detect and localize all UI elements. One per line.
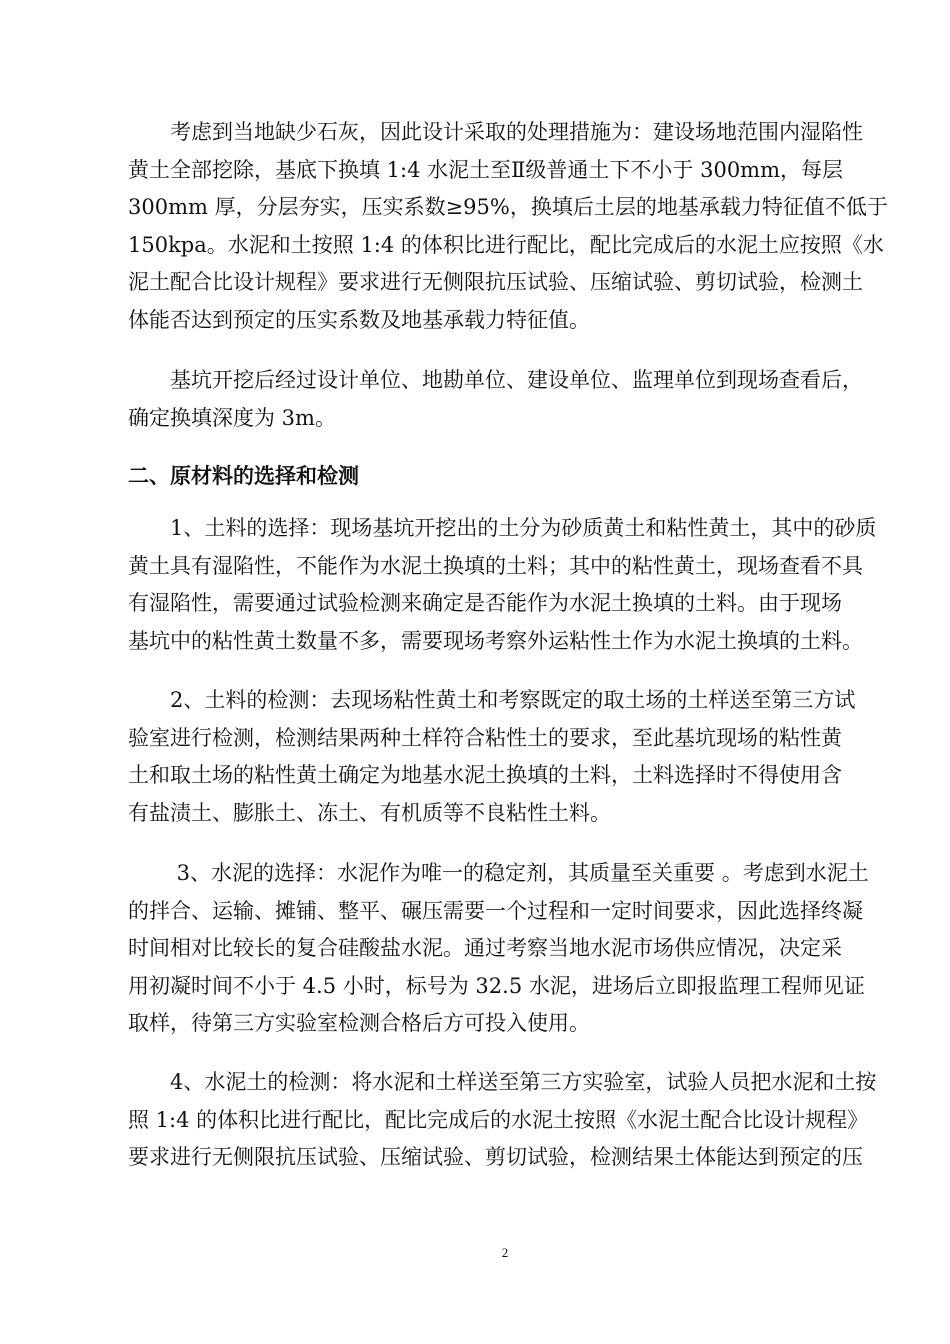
text-line: 有盐渍土、膨胀土、冻土、有机质等不良粘性土料。 — [128, 800, 611, 825]
text-line: 验室进行检测，检测结果两种土样符合粘性土的要求，至此基坑现场的粘性黄 — [128, 725, 842, 750]
page-number: 2 — [501, 1245, 509, 1260]
text-line: 体能否达到预定的压实系数及地基承载力特征值。 — [128, 307, 590, 332]
item-cement-selection — [128, 855, 928, 1043]
item-soil-testing — [128, 682, 928, 832]
text-line: 3、水泥的选择：水泥作为唯一的稳定剂，其质量至关重要 。考虑到水泥土 — [128, 861, 869, 885]
text-line: 考虑到当地缺少石灰，因此设计采取的处理措施为：建设场地范围内湿陷性 — [128, 120, 863, 144]
text-line: 150kpa。水泥和土按照 1:4 的体积比进行配比，配比完成后的水泥土应按照《水 — [128, 232, 884, 257]
text-line: 要求进行无侧限抗压试验、压缩试验、剪切试验，检测结果土体能达到预定的压 — [128, 1145, 863, 1169]
text-line: 确定换填深度为 3m。 — [128, 405, 336, 430]
text-line: 土和取土场的粘性黄土确定为地基水泥土换填的土料，土料选择时不得使用含 — [128, 763, 842, 787]
text-line: 黄土全部挖除，基底下换填 1:4 水泥土至Ⅱ级普通土下不小于 300mm，每层 — [128, 157, 844, 182]
text-line: 有湿陷性，需要通过试验检测来确定是否能作为水泥土换填的土料。由于现场 — [128, 591, 842, 615]
text-line: 取样，待第三方实验室检测合格后方可投入使用。 — [128, 1011, 590, 1035]
text-line: 时间相对比较长的复合硅酸盐水泥。通过考察当地水泥市场供应情况，决定采 — [128, 936, 842, 960]
text-line: 基坑开挖后经过设计单位、地勘单位、建设单位、监理单位到现场查看后， — [128, 368, 863, 392]
text-line: 用初凝时间不小于 4.5 小时，标号为 32.5 水泥，进场后立即报监理工程师见证 — [128, 973, 865, 998]
text-line: 2、土料的检测：去现场粘性黄土和考察既定的取土场的土样送至第三方试 — [128, 688, 856, 712]
text-line: 黄土具有湿陷性，不能作为水泥土换填的土料；其中的粘性黄土，现场查看不具 — [128, 553, 863, 578]
paragraph-excavation-depth — [128, 362, 928, 437]
text-line: 4、水泥土的检测：将水泥和土样送至第三方实验室，试验人员把水泥和土按 — [128, 1070, 877, 1094]
text-line: 300mm 厚，分层夯实，压实系数≥95%，换填后土层的地基承载力特征值不低于 — [128, 195, 888, 219]
paragraph-treatment-measures — [128, 114, 928, 339]
text-line: 泥土配合比设计规程》要求进行无侧限抗压试验、压缩试验、剪切试验，检测土 — [128, 270, 863, 294]
text-line: 1、土料的选择：现场基坑开挖出的土分为砂质黄土和粘性黄土，其中的砂质 — [128, 516, 877, 540]
text-line: 照 1:4 的体积比进行配比，配比完成后的水泥土按照《水泥土配合比设计规程》 — [128, 1107, 869, 1132]
item-cement-soil-testing — [128, 1064, 928, 1177]
item-soil-selection — [128, 510, 928, 660]
section-heading: 二、原材料的选择和检测 — [128, 464, 359, 488]
text-line: 的拌合、运输、摊铺、整平、碾压需要一个过程和一定时间要求，因此选择终凝 — [128, 898, 863, 923]
text-line: 基坑中的粘性黄土数量不多，需要现场考察外运粘性土作为水泥土换填的土料。 — [128, 628, 863, 653]
